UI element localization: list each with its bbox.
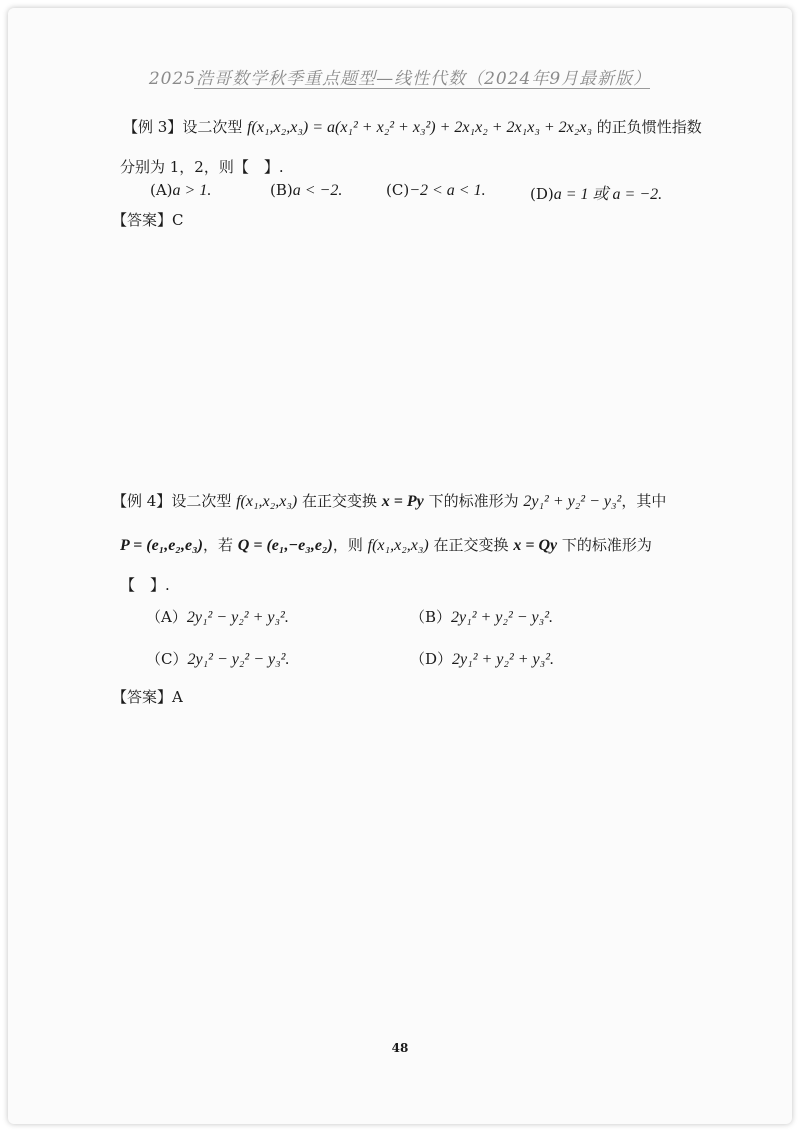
example4-stem-line2: P = (e₁,e₂,e₃)，若 Q = (e₁,−e₃,e₂)，则 f(x₁,x₂,x₃) 在正交变换 x = Qy 下的标准形为 [120,536,652,554]
example3-stem-line2: 分别为 1，2，则【 】. [120,158,284,176]
example4-Q: Q = (e₁,−e₃,e₂) [237,537,333,554]
example4-option-c: （C）2y₁² − y₂² − y₃². [146,650,290,668]
example3-label: 【例 3】 [123,118,183,136]
example4-answer-label: 【答案】 [112,688,173,706]
example3-option-b: (B)a < −2. [270,181,343,199]
example3-answer-value: C [172,211,184,229]
example4-stem-line3: 【 】. [120,576,170,594]
example3-answer [112,209,184,230]
example3-stem-line1 [123,116,702,137]
example3-stem-prefix: 设二次型 [182,118,243,136]
example3-option-d: (D)a = 1 或 a = −2. [530,185,663,203]
example4-transform1: x = Py [381,493,424,510]
document-page [8,8,792,1124]
page-header: 2025浩哥数学秋季重点题型—线性代数（2024年9月最新版） [148,69,652,89]
example4-P: P = (e₁,e₂,e₃) [120,537,203,554]
example4-f2: f(x₁,x₂,x₃) [367,537,429,554]
example3-formula: f(x₁,x₂,x₃) = a(x₁² + x₂² + x₃²) + 2x₁x₂ + 2x₁x₃ + 2x₂x₃ [247,119,593,136]
example4-form1: 2y₁² + y₂² − y₃² [523,493,622,510]
example3-option-a: (A)a > 1. [150,181,212,199]
example4-stem-line1: 【例 4】设二次型 f(x₁,x₂,x₃) 在正交变换 x = Py 下的标准形为 2y₁² + y₂² − y₃²，其中 [112,492,667,510]
example3-option-c: (C)−2 < a < 1. [386,181,486,199]
header-rule [194,88,650,89]
example3-answer-label: 【答案】 [112,211,173,229]
example4-label: 【例 4】 [112,492,172,510]
example4-f: f(x₁,x₂,x₃) [236,493,298,510]
page-number: 48 [391,1041,409,1055]
example4-answer [112,686,183,707]
example3-stem-suffix: 的正负惯性指数 [596,118,702,136]
example4-transform2: x = Qy [513,537,558,554]
example4-option-a: （A）2y₁² − y₂² + y₃². [146,608,289,626]
example4-answer-value: A [172,688,183,706]
example4-option-d: （D）2y₁² + y₂² + y₃². [410,650,555,668]
example4-option-b: （B）2y₁² + y₂² − y₃². [410,608,554,626]
